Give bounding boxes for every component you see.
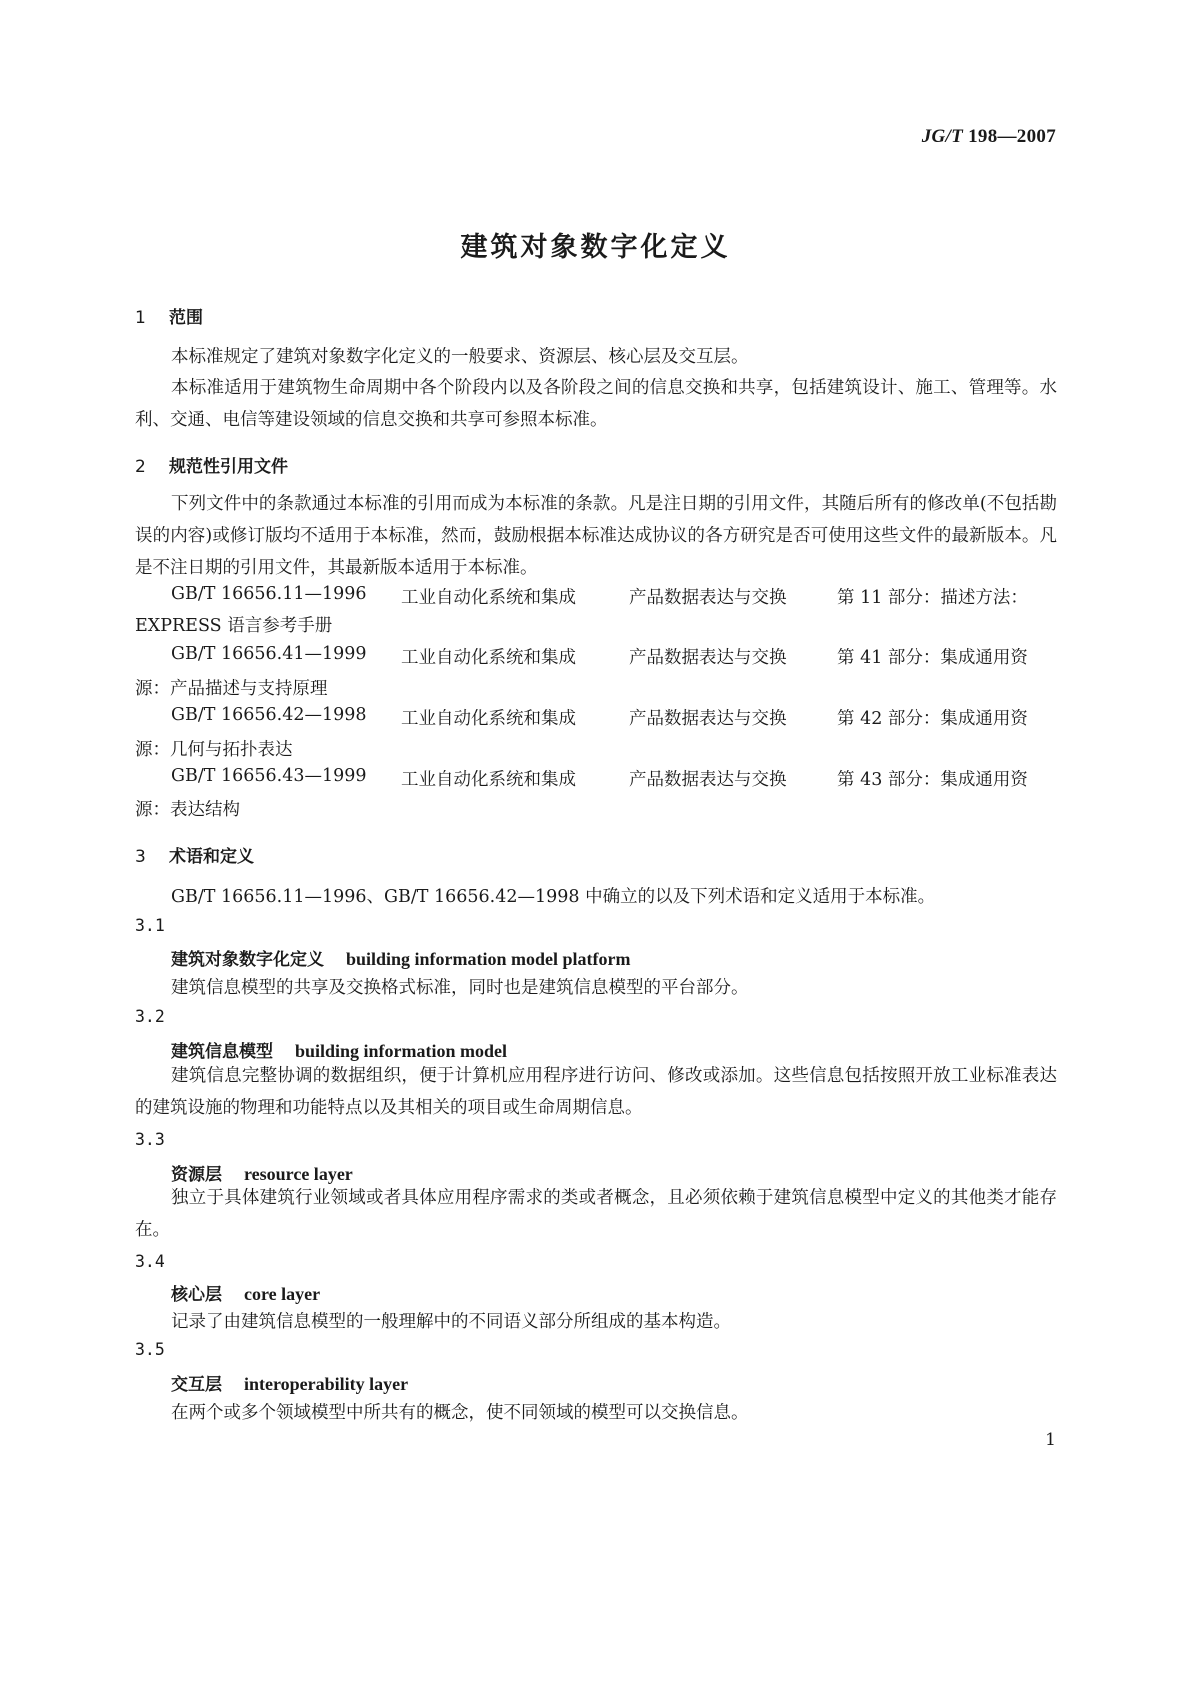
document-title: 建筑对象数字化定义: [460, 232, 731, 263]
reference-title-part-b: 产品数据表达与交换: [629, 588, 787, 608]
term-number: 3.2: [135, 1007, 165, 1026]
term-heading: [171, 1280, 320, 1305]
section-title: 范围: [169, 308, 203, 328]
section-3-heading: [135, 842, 254, 867]
reference-code: GB/T 16656.42—1998: [171, 705, 367, 725]
reference-row: [171, 705, 1057, 730]
section-1-heading: [135, 303, 203, 328]
section-number: 3: [135, 847, 146, 867]
section-title: 术语和定义: [169, 847, 254, 867]
term-heading: [171, 1370, 408, 1395]
section-1-paragraph-2: 本标准适用于建筑物生命周期中各个阶段内以及各阶段之间的信息交换和共享，包括建筑设计、施工、管理等。水利、交通、电信等建设领域的信息交换和共享可参照本标准。: [135, 378, 1057, 430]
term-number: 3.5: [135, 1340, 165, 1359]
reference-title-part-a: 工业自动化系统和集成: [401, 648, 576, 668]
term-chinese: 核心层: [171, 1285, 222, 1305]
term-english: building information model platform: [346, 949, 631, 969]
reference-title-part-c: 第 43 部分：集成通用资: [837, 770, 1028, 790]
reference-title-part-c: 第 11 部分：描述方法：: [837, 588, 1028, 608]
standard-code-number: 198—2007: [963, 126, 1056, 147]
term-definition: 建筑信息模型的共享及交换格式标准，同时也是建筑信息模型的平台部分。: [171, 978, 749, 998]
term-heading: [171, 945, 631, 970]
term-english: resource layer: [244, 1164, 353, 1184]
reference-title-part-b: 产品数据表达与交换: [629, 709, 787, 729]
standard-code-prefix: JG/T: [921, 126, 964, 147]
section-2-heading: [135, 452, 288, 477]
term-heading: [171, 1037, 507, 1062]
term-english: core layer: [244, 1284, 321, 1304]
reference-row: [171, 584, 1057, 609]
term-number: 3.3: [135, 1130, 165, 1149]
section-title: 规范性引用文件: [169, 457, 288, 477]
reference-title-part-c: 第 41 部分：集成通用资: [837, 648, 1028, 668]
section-3-intro: GB/T 16656.11—1996、GB/T 16656.42—1998 中确立的以及下列术语和定义适用于本标准。: [171, 887, 936, 907]
reference-title-part-b: 产品数据表达与交换: [629, 770, 787, 790]
reference-code: GB/T 16656.11—1996: [171, 584, 367, 604]
page-number: 1: [1045, 1430, 1056, 1450]
reference-code: GB/T 16656.41—1999: [171, 644, 367, 664]
reference-title-part-c: 第 42 部分：集成通用资: [837, 709, 1028, 729]
section-number: 1: [135, 308, 146, 328]
section-2-paragraph-1: 下列文件中的条款通过本标准的引用而成为本标准的条款。凡是注日期的引用文件，其随后所有的修改单(不包括勘误的内容)或修订版均不适用于本标准，然而，鼓励根据本标准达成协议的各方研究是否可使用这些文件的最新版本。凡是不注日期的引用文件，其最新版本适用于本标准。: [135, 494, 1057, 578]
term-english: interoperability layer: [244, 1374, 409, 1394]
reference-title-part-a: 工业自动化系统和集成: [401, 588, 576, 608]
term-definition: 记录了由建筑信息模型的一般理解中的不同语义部分所组成的基本构造。: [171, 1312, 731, 1332]
term-chinese: 资源层: [171, 1165, 222, 1185]
term-number: 3.4: [135, 1252, 165, 1271]
reference-title-part-b: 产品数据表达与交换: [629, 648, 787, 668]
section-number: 2: [135, 457, 146, 477]
standard-code: [922, 126, 1056, 148]
reference-title-part-a: 工业自动化系统和集成: [401, 770, 576, 790]
term-definition: 建筑信息完整协调的数据组织，便于计算机应用程序进行访问、修改或添加。这些信息包括按照开放工业标准表达的建筑设施的物理和功能特点以及其相关的项目或生命周期信息。: [135, 1066, 1057, 1118]
term-chinese: 建筑对象数字化定义: [171, 950, 324, 970]
reference-continuation: EXPRESS 语言参考手册: [135, 616, 333, 636]
reference-code: GB/T 16656.43—1999: [171, 766, 367, 786]
reference-continuation: 源：表达结构: [135, 800, 240, 820]
term-definition: 在两个或多个领域模型中所共有的概念，使不同领域的模型可以交换信息。: [171, 1403, 749, 1423]
term-chinese: 建筑信息模型: [171, 1042, 273, 1062]
term-number: 3.1: [135, 916, 165, 935]
term-chinese: 交互层: [171, 1375, 222, 1395]
term-english: building information model: [295, 1041, 508, 1061]
reference-row: [171, 766, 1057, 791]
reference-continuation: 源：产品描述与支持原理: [135, 679, 328, 699]
term-definition: 独立于具体建筑行业领域或者具体应用程序需求的类或者概念，且必须依赖于建筑信息模型中定义的其他类才能存在。: [135, 1188, 1057, 1240]
reference-continuation: 源：几何与拓扑表达: [135, 740, 293, 760]
reference-row: [171, 644, 1057, 669]
reference-title-part-a: 工业自动化系统和集成: [401, 709, 576, 729]
section-1-paragraph-1: 本标准规定了建筑对象数字化定义的一般要求、资源层、核心层及交互层。: [171, 347, 749, 367]
